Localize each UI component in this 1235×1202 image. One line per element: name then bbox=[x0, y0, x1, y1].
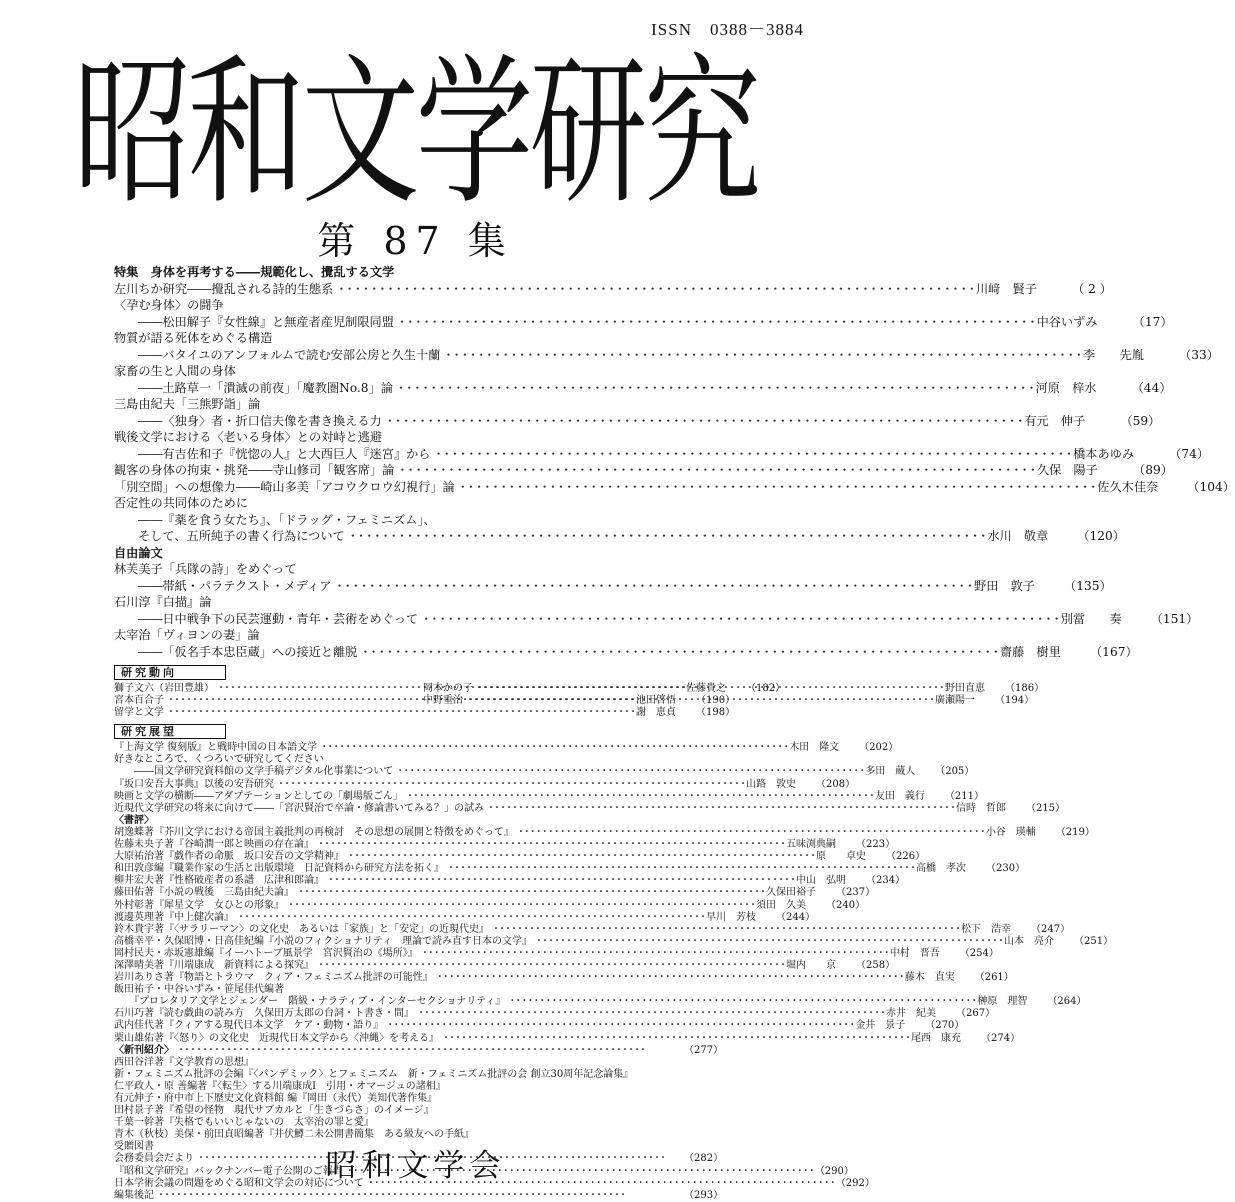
feature-last bbox=[114, 495, 1125, 545]
new-books-list bbox=[114, 1057, 720, 1154]
leader-dots bbox=[486, 803, 954, 815]
toc-page: （237） bbox=[836, 887, 876, 899]
toc-author: 松下 浩幸 bbox=[961, 923, 1011, 935]
toc-row bbox=[114, 1189, 724, 1202]
new-books-row bbox=[114, 1044, 724, 1057]
toc-title: 佐藤未央子著『谷崎潤一郎と映画の存在論』 bbox=[114, 839, 314, 851]
toc-author: 原 卓史 bbox=[816, 851, 866, 863]
toc-title: 家畜の生と人間の身体 bbox=[114, 364, 236, 378]
new-book-item: 仁平政人・原 善編著『〈転生〉する川端康成Ⅰ 引用・オマージュの諸相』 bbox=[114, 1080, 446, 1092]
toc-row bbox=[114, 863, 1026, 875]
toc-author: 中谷いずみ bbox=[1036, 314, 1098, 329]
reviews2-list bbox=[114, 996, 1087, 1044]
toc-row bbox=[114, 959, 896, 972]
leader-dots bbox=[405, 791, 873, 803]
toc-page: （104） bbox=[1187, 479, 1235, 494]
toc-row bbox=[114, 935, 1114, 948]
toc-author: 齋藤 樹里 bbox=[1000, 644, 1061, 659]
toc-page: （261） bbox=[974, 972, 1014, 984]
toc-author: 多田 蔵人 bbox=[865, 766, 916, 778]
toc-page: （292） bbox=[835, 1177, 875, 1189]
leader-dots bbox=[296, 887, 764, 899]
toc-title: 『上海文学 復刻版』と戦時中国の日本語文学 bbox=[114, 742, 318, 754]
outlook-heading: 研究展望 bbox=[114, 724, 226, 739]
toc-entry bbox=[114, 363, 1172, 396]
toc-page: （120） bbox=[1077, 529, 1125, 543]
toc-subtitle: ――日中戦争下の民芸運動・青年・芸術をめぐって bbox=[138, 611, 419, 626]
leader-dots bbox=[316, 960, 784, 972]
toc-row bbox=[114, 923, 1071, 936]
toc-title: 渡邊英理著『中上健次論』 bbox=[114, 911, 234, 923]
new-book-item: 青木（秋枝）美保・前田貞昭編著『井伏鱒二未公開書簡集 ある級友への手紙』 bbox=[114, 1129, 474, 1141]
toc-row bbox=[114, 839, 896, 851]
toc-author: 川﨑 賢子 bbox=[976, 281, 1037, 296]
new-book-item: 西田谷洋著『文学教育の思想』 bbox=[114, 1056, 254, 1068]
toc-title: 岡村民夫・赤坂憲雄編『イーハトーブ風景学 宮沢賢治の《場所》』 bbox=[114, 947, 418, 959]
leader-dots bbox=[433, 446, 1072, 463]
leader-dots bbox=[442, 347, 1081, 364]
toc-author: 須田 久美 bbox=[756, 899, 806, 911]
toc-title: 深澤晴美著『川端康成 新資料による探究』 bbox=[114, 959, 314, 971]
toc-row bbox=[114, 742, 899, 754]
toc-page: （274） bbox=[981, 1032, 1021, 1044]
toc-title: 石川巧著『読む戯曲の読み方 久保田万太郎の台詞・ト書き・間』 bbox=[114, 1008, 414, 1020]
reviews-list bbox=[114, 826, 1114, 984]
toc-page: （244） bbox=[776, 911, 816, 923]
leader-dots bbox=[420, 611, 1059, 628]
toc-title: 近現代文学研究の将来に向けて――「宮沢賢治で卒論・修論書いてみる？」の試み bbox=[114, 802, 484, 814]
toc-row bbox=[114, 972, 1014, 984]
toc-author: 李 先胤 bbox=[1083, 347, 1144, 362]
toc-title: 好きなところで、くつろいで研究してください bbox=[114, 754, 324, 766]
toc-title: 中野重治 bbox=[423, 695, 463, 707]
toc-page: （251） bbox=[1074, 935, 1114, 947]
toc-page: （264） bbox=[1047, 996, 1087, 1008]
toc-row bbox=[114, 611, 1199, 628]
toc-page: （194） bbox=[995, 695, 1035, 707]
toc-title: 外村彰著『犀星文学 女ひとの形象』 bbox=[114, 899, 284, 911]
toc-author: 有元 伸子 bbox=[1024, 413, 1086, 428]
toc-author: 榊原 理智 bbox=[977, 996, 1028, 1008]
leader-dots bbox=[316, 839, 784, 851]
feature-list bbox=[114, 281, 1235, 496]
toc-page: （277） bbox=[684, 1044, 724, 1056]
toc-page: （74） bbox=[1169, 446, 1210, 461]
toc-subtitle: ――土路草一「潰滅の前夜」「魔教圏No.8」論 bbox=[138, 380, 393, 395]
toc-author: 別當 奏 bbox=[1060, 611, 1122, 626]
toc-row bbox=[114, 314, 1173, 331]
toc-author: 五味渕典嗣 bbox=[786, 839, 836, 851]
toc-page: （208） bbox=[816, 778, 856, 790]
toc-row bbox=[114, 947, 999, 960]
toc-page: （17） bbox=[1132, 314, 1173, 329]
table-of-contents bbox=[114, 264, 1235, 1202]
toc-row bbox=[114, 644, 1138, 661]
leader-dots bbox=[516, 827, 984, 839]
toc-author: 早川 芳枝 bbox=[706, 911, 756, 923]
toc-title: 獅子文六（岩田豊雄） bbox=[114, 683, 214, 694]
toc-subtitle: ――松田解子『女性線』と無産者産児制限同盟 bbox=[138, 314, 394, 329]
toc-page: （258） bbox=[856, 959, 896, 971]
toc-author: 久保 陽子 bbox=[1036, 463, 1098, 477]
toc-row bbox=[114, 778, 856, 791]
new-book-item: 新・フェミニズム批評の会編『〈パンデミック〉とフェミニズム 新・フェミニズム批評の会 創立30周年記念論集』 bbox=[114, 1068, 634, 1080]
toc-title: 大原祐治著『戯作者の命脈 坂口安吾の文学精神』 bbox=[114, 851, 344, 863]
leader-dots bbox=[385, 1020, 853, 1032]
toc-entry bbox=[114, 297, 1173, 330]
toc-page: （247） bbox=[1031, 923, 1071, 935]
toc-page: （293） bbox=[684, 1189, 724, 1201]
leader-dots bbox=[491, 924, 959, 936]
toc-page: （190） bbox=[696, 695, 736, 707]
toc-title: 岡本かの子 bbox=[423, 683, 473, 694]
free-heading: 自由論文 bbox=[114, 545, 163, 560]
toc-title: 胡逸蝶著『芥川文学における帝国主義批判の再検討 その思想の展開と特徴をめぐって』 bbox=[114, 826, 514, 838]
toc-subtitle: ――「仮名手本忠臣蔵」への接近と離脱 bbox=[138, 644, 358, 659]
toc-subtitle: ――バタイユのアンフォルムで読む安部公房と久生十蘭 bbox=[138, 347, 441, 362]
toc-row bbox=[114, 281, 1112, 298]
toc-row bbox=[114, 766, 975, 778]
toc-entry bbox=[114, 479, 1235, 496]
toc-row bbox=[114, 1032, 1021, 1045]
leader-dots bbox=[335, 281, 974, 298]
toc-row bbox=[114, 446, 1210, 463]
toc-author: 山本 亮介 bbox=[1004, 935, 1054, 947]
toc-row bbox=[114, 851, 926, 863]
toc-title: 鈴木貴宇著『〈サラリーマン〉の文化史 あるいは「家族」と「安定」の近現代史』 bbox=[114, 923, 489, 935]
toc-page: （202） bbox=[859, 742, 899, 754]
toc-entry bbox=[114, 281, 1112, 298]
toc-row bbox=[423, 695, 1035, 707]
toc-row bbox=[114, 790, 984, 803]
toc-page: （219） bbox=[1055, 826, 1095, 838]
toc-title: 高橋幸平・久保昭博・日高佳紀編『小説のフィクショナリティ 理論で読み直す日本の文学』 bbox=[114, 935, 532, 947]
toc-author: 中村 晋吾 bbox=[889, 947, 940, 959]
toc-page: （211） bbox=[944, 790, 984, 802]
toc-title: 石川淳『白描』論 bbox=[114, 595, 212, 609]
toc-row bbox=[114, 380, 1172, 397]
leader-dots bbox=[359, 644, 998, 661]
outlook-section bbox=[114, 742, 1114, 1202]
toc-row bbox=[114, 802, 1066, 815]
new-book-item: 有元伸子・府中市上下歴史文化資料館 編『岡田（永代）美知代著作集』 bbox=[114, 1093, 438, 1104]
toc-title: 武内佳代著『クィアする現代日本文学 ケア・動物・語り』 bbox=[114, 1020, 384, 1032]
toc-subtitle: ――有吉佐和子『恍惚の人』と大西巨人『迷宮』から bbox=[138, 446, 431, 461]
toc-title: ――国文学研究資料館の文学手稿デジタル化事業について bbox=[114, 766, 394, 778]
leader-dots bbox=[333, 578, 972, 595]
leader-dots bbox=[395, 766, 863, 778]
toc-entry bbox=[114, 330, 1219, 363]
toc-page: （151） bbox=[1150, 611, 1199, 626]
toc-title: 『坂口安吾大事典』以後の安吾研究 bbox=[114, 778, 274, 790]
toc-author: 河原 梓水 bbox=[1035, 380, 1097, 395]
new-book-item: 千葉一幹著『失格でもいいじゃないの 太宰治の罪と愛』 bbox=[114, 1117, 374, 1129]
toc-author: 池田啓悟 bbox=[636, 695, 676, 707]
toc-page: （135） bbox=[1064, 578, 1112, 593]
toc-title: 留学と文学 bbox=[114, 707, 164, 719]
leader-dots bbox=[395, 380, 1034, 397]
toc-author: 野田直恵 bbox=[945, 683, 985, 694]
feature-heading: 特集 身体を再考する――規範化し、攪乱する文学 bbox=[114, 265, 395, 279]
toc-author: 山路 敦史 bbox=[746, 778, 796, 790]
toc-title: 岩川ありさ著『物語とトラウマ クィア・フェミニズム批評の可能性』 bbox=[114, 972, 433, 984]
leader-dots bbox=[420, 948, 888, 960]
leader-dots bbox=[435, 972, 903, 984]
leader-dots bbox=[156, 1190, 682, 1202]
toc-page: （205） bbox=[935, 766, 975, 778]
issn: ISSN 0388－3884 bbox=[651, 20, 804, 39]
toc-author: 尾西 康充 bbox=[911, 1032, 961, 1044]
toc-title: 『昭和文学研究』バックナンバー電子公開のご報告 bbox=[114, 1165, 343, 1177]
toc-author: 木田 隆文 bbox=[789, 742, 840, 754]
toc-author: 高橋 孝次 bbox=[916, 863, 966, 875]
toc-page: （230） bbox=[986, 863, 1026, 875]
toc-row bbox=[114, 578, 1112, 595]
toc-title: 『プロレタリア文学とジェンダー 階級・ナラティブ・インターセクショナリティ』 bbox=[114, 996, 506, 1008]
toc-row bbox=[114, 887, 876, 899]
toc-title: 否定性の共同体のために bbox=[114, 496, 249, 510]
leader-dots bbox=[534, 936, 1002, 948]
toc-title: 観客の身体の拘束・挑発――寺山修司「観客席」論 bbox=[114, 463, 395, 477]
toc-author: 久保田裕子 bbox=[766, 887, 816, 899]
toc-row bbox=[114, 528, 1125, 545]
toc-page: （223） bbox=[856, 839, 896, 851]
leader-dots bbox=[276, 779, 744, 791]
toc-author: 佐久木佳奈 bbox=[1097, 479, 1159, 494]
leader-dots bbox=[465, 695, 933, 707]
trends-heading: 研究動向 bbox=[114, 665, 226, 680]
journal-title: 昭和文学研究 bbox=[73, 38, 758, 227]
leader-dots bbox=[346, 851, 814, 863]
toc-page: （226） bbox=[886, 851, 926, 863]
leader-dots bbox=[475, 683, 943, 695]
leader-dots bbox=[236, 912, 704, 924]
toc-page: （59） bbox=[1120, 413, 1161, 428]
toc-row bbox=[114, 462, 1173, 479]
toc-entry bbox=[114, 627, 1138, 660]
toc-row bbox=[114, 911, 816, 924]
leader-dots bbox=[507, 996, 975, 1008]
trends-section bbox=[114, 683, 1045, 719]
toc-page: （44） bbox=[1131, 380, 1172, 395]
toc-page: （282） bbox=[684, 1153, 724, 1165]
toc-title: 柳井宏夫著『性格破産者の系譜 広津和郎論』 bbox=[114, 875, 324, 887]
toc-entry bbox=[114, 429, 1210, 462]
toc-author: 野田 敦子 bbox=[974, 578, 1035, 593]
toc-page: （ 2 ） bbox=[1072, 281, 1112, 296]
leader-dots bbox=[347, 528, 986, 545]
toc-title: 和田敦彦編『職業作家の生活と出版環境 日記資料から研究方法を拓く』 bbox=[114, 863, 444, 875]
toc-title: 三島由紀夫「三熊野詣」論 bbox=[114, 397, 261, 411]
leader-dots bbox=[446, 863, 914, 875]
toc-title: 林芙美子「兵隊の詩」をめぐって bbox=[114, 562, 297, 576]
toc-author: 橋本あゆみ bbox=[1073, 446, 1135, 461]
toc-page: （270） bbox=[925, 1020, 965, 1032]
toc-title: 宮本百合子 bbox=[114, 695, 164, 707]
toc-page: （33） bbox=[1179, 347, 1219, 362]
free-list bbox=[114, 561, 1199, 660]
toc-row bbox=[114, 479, 1235, 496]
toc-author: 廣瀬陽一 bbox=[935, 695, 975, 707]
reviews-plain: 飯田祐子・中谷いずみ・笹尾佳代編著 bbox=[114, 984, 284, 996]
toc-page: （215） bbox=[1026, 802, 1066, 814]
toc-page: （254） bbox=[959, 947, 999, 959]
toc-page: （167） bbox=[1090, 644, 1138, 659]
toc-row bbox=[114, 1020, 965, 1032]
leader-dots bbox=[319, 742, 787, 754]
toc-title: 戦後文学における〈老いる身体〉との対峙と逃避 bbox=[114, 430, 383, 444]
toc-title: 物質が語る死体をめぐる構造 bbox=[114, 331, 273, 345]
toc-entry bbox=[114, 462, 1173, 479]
toc-author: 赤井 紀美 bbox=[886, 1008, 936, 1020]
toc-author: 中山 弘明 bbox=[796, 875, 846, 887]
toc-subtitle: そして、五所純子の書く行為について bbox=[138, 529, 345, 543]
toc-row bbox=[114, 899, 866, 912]
toc-row bbox=[114, 707, 736, 719]
toc-page: （182） bbox=[746, 683, 786, 694]
toc-title: 編集後記 bbox=[114, 1189, 154, 1201]
toc-row bbox=[114, 996, 1087, 1008]
toc-page: （240） bbox=[826, 899, 866, 911]
toc-title: 日本学術会議の問題をめぐる昭和文学会の対応について bbox=[114, 1177, 364, 1189]
main-articles bbox=[114, 264, 1235, 660]
toc-title: 太宰治「ヴィヨンの妻」論 bbox=[114, 628, 260, 642]
toc-page: （234） bbox=[866, 875, 906, 887]
leader-dots bbox=[176, 1045, 682, 1057]
leader-dots bbox=[416, 1008, 884, 1020]
new-book-item: 田村景子著『希望の怪物 現代サブカルと「生きづらさ」のイメージ』 bbox=[114, 1105, 434, 1117]
toc-title: 藤田佑著『小説の戦後 三島由紀夫論』 bbox=[114, 887, 294, 899]
toc-author: 金井 景子 bbox=[855, 1020, 906, 1032]
toc-row bbox=[114, 1008, 996, 1020]
toc-title: 栗山雄佑著『〈怒り〉の文化史 近現代日本文学から〈沖縄〉を考える』 bbox=[114, 1032, 439, 1044]
leader-dots bbox=[326, 875, 794, 887]
toc-page: （267） bbox=[956, 1008, 996, 1020]
toc-page: （186） bbox=[1005, 683, 1045, 694]
toc-entry bbox=[114, 594, 1199, 627]
outlook-list bbox=[114, 742, 1066, 815]
toc-author: 佐藤貴之 bbox=[686, 683, 726, 694]
toc-author: 堀内 京 bbox=[786, 959, 836, 971]
toc-subtitle: ――帯紙・パラテクスト・メディア bbox=[138, 578, 332, 593]
toc-author: 信時 哲郎 bbox=[956, 802, 1006, 814]
new-book-item: 受贈図書 bbox=[114, 1141, 154, 1153]
toc-author: 水川 敬章 bbox=[987, 529, 1049, 543]
reviews-label: 〈書評〉 bbox=[114, 814, 154, 826]
toc-author: 謝 恵貞 bbox=[636, 707, 676, 719]
toc-author: 藤木 直実 bbox=[904, 972, 955, 984]
toc-row bbox=[114, 875, 906, 887]
leader-dots bbox=[286, 900, 754, 912]
leader-dots bbox=[384, 413, 1023, 430]
toc-entry bbox=[114, 396, 1161, 429]
leader-dots bbox=[396, 462, 1035, 479]
leader-dots bbox=[441, 1033, 909, 1045]
toc-row bbox=[114, 413, 1161, 430]
leader-dots bbox=[457, 479, 1096, 496]
toc-page: （198） bbox=[696, 707, 736, 719]
toc-subtitle: ――『薬を食う女たち』、「ドラッグ・フェミニズム」、 bbox=[138, 512, 436, 527]
toc-page: （290） bbox=[814, 1165, 854, 1177]
toc-title: 会務委員会だより bbox=[114, 1153, 194, 1165]
toc-title: 〈孕む身体〉の闘争 bbox=[114, 298, 224, 312]
toc-subtitle: ――〈独身〉者・折口信夫像を書き換える力 bbox=[138, 413, 382, 428]
toc-row bbox=[114, 347, 1219, 364]
toc-title: 左川ちか研究――攪乱される詩的生態系 bbox=[114, 281, 334, 296]
toc-title: 「別空間」への想像力――崎山多美「アコウクロウ幻視行」論 bbox=[114, 479, 455, 494]
toc-page: （89） bbox=[1133, 463, 1173, 477]
toc-entry bbox=[114, 561, 1112, 594]
volume-number: 第 87 集 bbox=[317, 219, 514, 263]
toc-author: 友田 義行 bbox=[874, 790, 925, 802]
toc-title: 映画と文学の横断――アダプテーションとしての「劇場版ごん」 bbox=[114, 790, 403, 802]
toc-row bbox=[114, 826, 1095, 839]
new-books-label: 〈新刊紹介〉 bbox=[114, 1044, 174, 1056]
publisher: 昭和文学会 bbox=[325, 1148, 506, 1184]
toc-author: 小谷 瑛輔 bbox=[985, 826, 1036, 838]
leader-dots bbox=[396, 314, 1035, 331]
